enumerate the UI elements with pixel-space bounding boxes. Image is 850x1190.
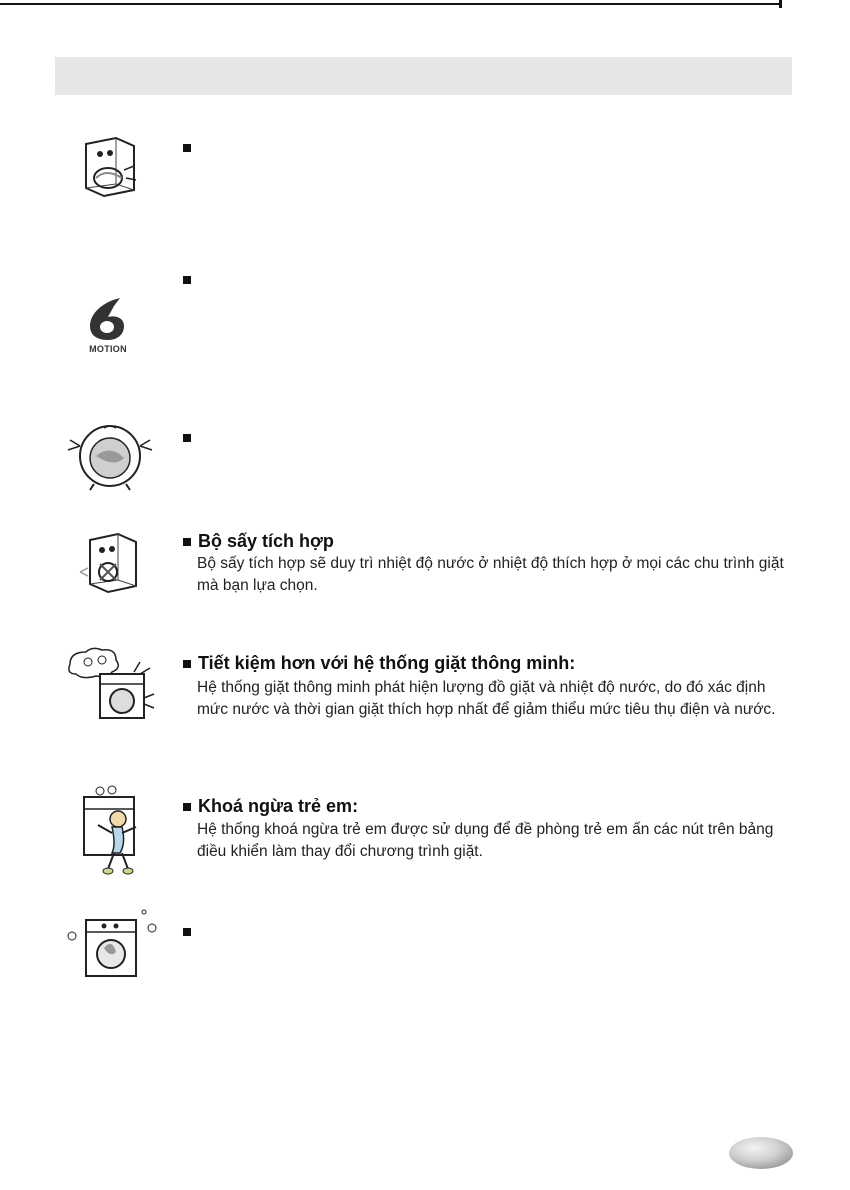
- drum-waving-icon: [64, 416, 154, 492]
- smart-washer-thinking-icon: [64, 646, 160, 722]
- bullet-marker: [183, 538, 191, 546]
- washer-bubbles-icon: [64, 908, 160, 978]
- washer-tumbling-clothes-icon: [78, 134, 142, 198]
- child-lock-kid-icon: [78, 783, 148, 879]
- top-rule: [0, 3, 782, 5]
- feature-description: Hệ thống khoá ngừa trẻ em được sử dụng để đề phòng trẻ em ấn các nút trên bảng điều khiển làm thay đổi chương trình giặt.: [197, 821, 774, 860]
- bullet-marker: [183, 144, 191, 152]
- washer-heater-icon: [76, 532, 146, 596]
- six-motion-logo-text: MOTION: [89, 344, 127, 354]
- page-number-tab: [728, 1135, 794, 1171]
- six-motion-logo-icon: [80, 296, 136, 342]
- feature-description: Hệ thống giặt thông minh phát hiện lượng đồ giặt và nhiệt độ nước, do đó xác định mức nước và thời gian giặt thích hợp nhất để giảm thiểu mức tiêu thụ điện và nước.: [197, 679, 776, 718]
- feature-description: Bộ sấy tích hợp sẽ duy trì nhiệt độ nước ở nhiệt độ thích hợp ở mọi các chu trình giặt mà bạn lựa chọn.: [197, 555, 784, 594]
- bullet-marker: [183, 660, 191, 668]
- bullet-marker: [183, 928, 191, 936]
- feature-title: Tiết kiệm hơn với hệ thống giặt thông minh:: [198, 653, 576, 673]
- bullet-marker: [183, 276, 191, 284]
- top-rule-cap: [779, 0, 782, 8]
- feature-title: Bộ sấy tích hợp: [198, 531, 334, 551]
- feature-title: Khoá ngừa trẻ em:: [198, 796, 359, 816]
- header-band: [55, 57, 792, 95]
- six-motion-logo-icon: [80, 296, 136, 360]
- bullet-marker: [183, 803, 191, 811]
- bullet-marker: [183, 434, 191, 442]
